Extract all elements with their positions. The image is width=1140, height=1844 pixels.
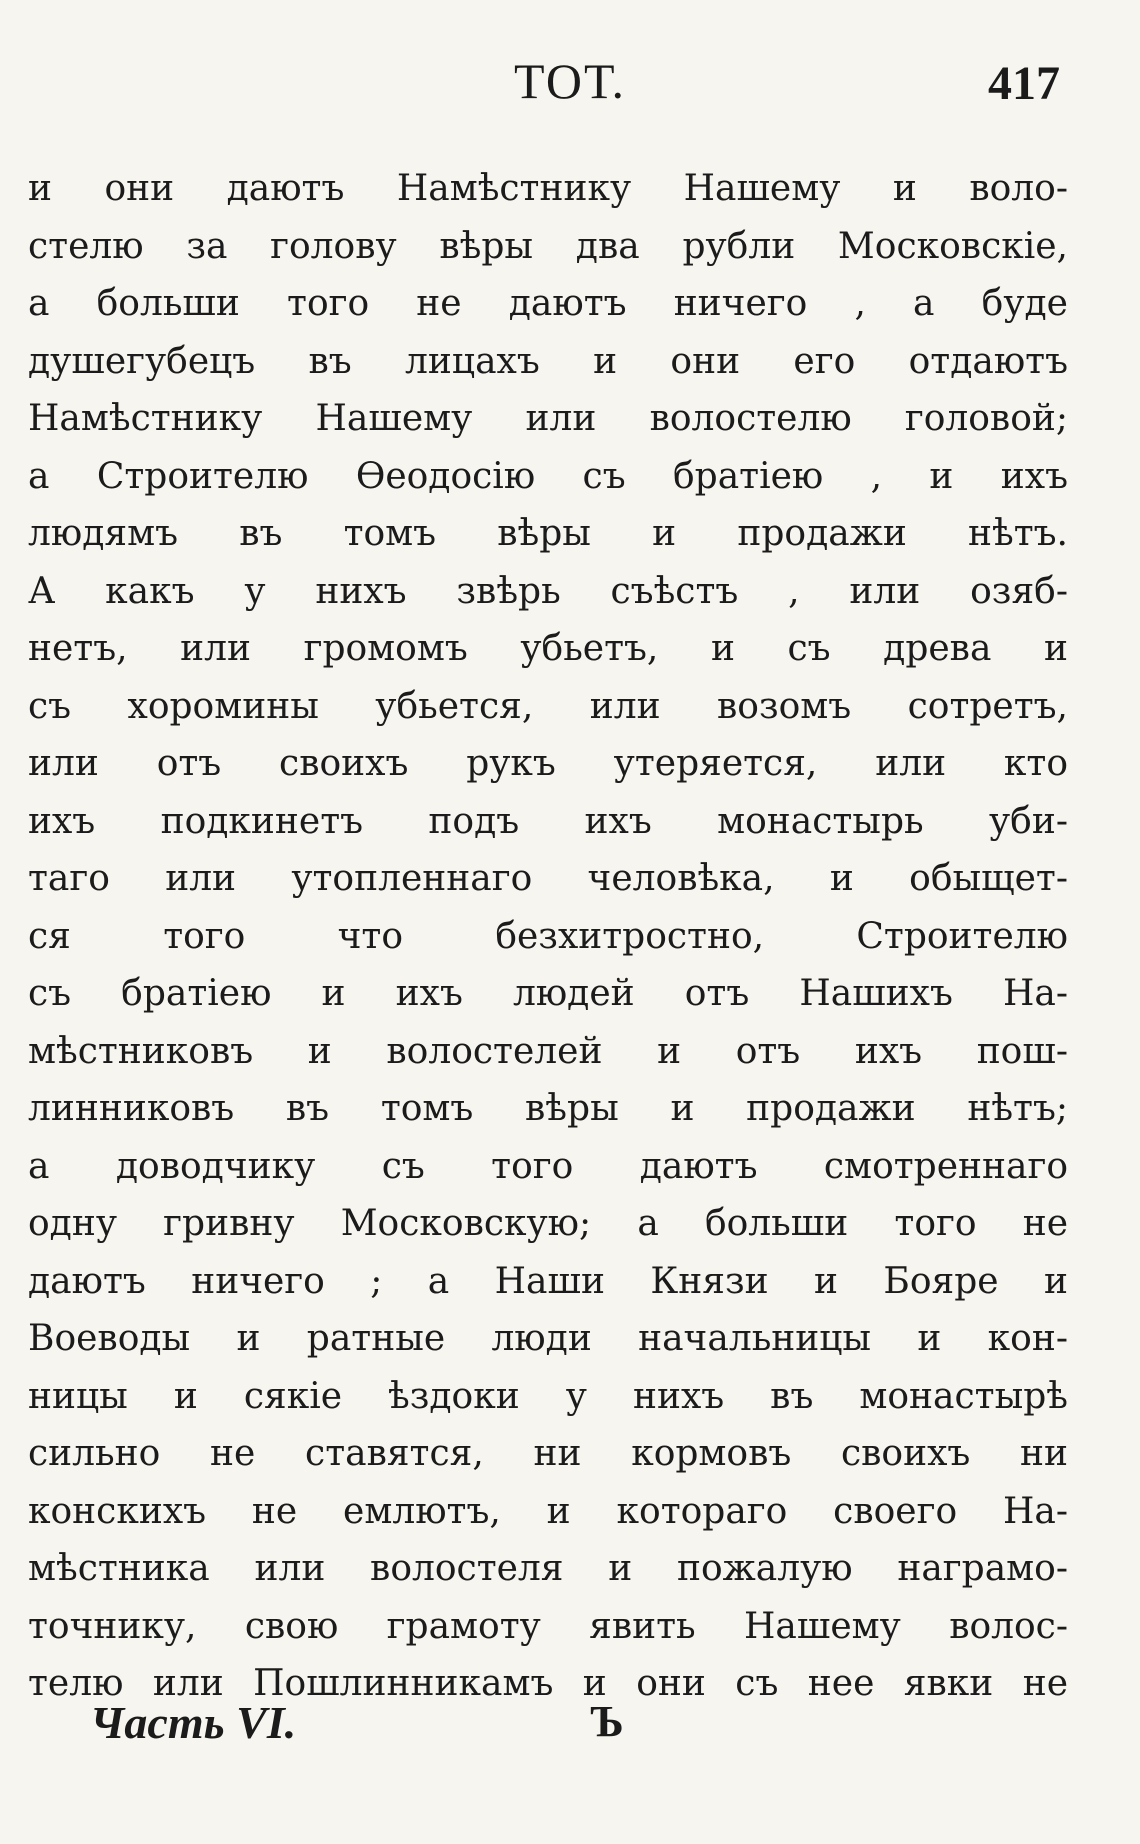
part-signature: Часть VI. xyxy=(90,1697,297,1748)
text-line: людямъ въ томъ вѣры и продажи нѣтъ. xyxy=(28,513,1068,554)
text-line: и они даютъ Намѣстнику Нашему и воло- xyxy=(28,168,1068,209)
text-line: а больши того не даютъ ничего , а буде xyxy=(28,283,1068,324)
text-line: даютъ ничего ; а Наши Князи и Бояре и xyxy=(28,1260,1068,1302)
text-line: а Строителю Өеодосію съ братіею , и ихъ xyxy=(28,455,1068,497)
text-line: сильно не ставятся, ни кормовъ своихъ ни xyxy=(28,1433,1068,1474)
text-line: нетъ, или громомъ убьетъ, и съ древа и xyxy=(28,628,1068,669)
running-title: ТОТ. xyxy=(513,53,627,109)
text-line: точнику, свою грамоту явить Нашему волос- xyxy=(28,1605,1068,1647)
text-line: стелю за голову вѣры два рубли Московскіе, xyxy=(28,225,1068,267)
text-line: Воеводы и ратные люди начальницы и кон- xyxy=(28,1318,1068,1359)
text-line: съ братіею и ихъ людей отъ Нашихъ На- xyxy=(28,973,1068,1014)
body-text xyxy=(28,160,1068,1713)
text-line: конскихъ не емлютъ, и котораго своего На- xyxy=(28,1490,1068,1532)
text-line: ихъ подкинетъ подъ ихъ монастырь уби- xyxy=(28,800,1068,842)
text-line: ницы и сякіе ѣздоки у нихъ въ монастырѣ xyxy=(28,1375,1068,1417)
text-line: мѣстниковъ и волостелей и отъ ихъ пош- xyxy=(28,1030,1068,1072)
text-line: или отъ своихъ рукъ утеряется, или кто xyxy=(28,743,1068,784)
text-line: линниковъ въ томъ вѣры и продажи нѣтъ; xyxy=(28,1088,1068,1129)
text-line: одну гривну Московскую; а больши того не xyxy=(28,1203,1068,1244)
running-head xyxy=(0,52,1140,122)
page-footer xyxy=(90,1696,1090,1766)
page-number: 417 xyxy=(988,57,1060,110)
text-line: ся того что безхитростно, Строителю xyxy=(28,915,1068,957)
text-line: съ хоромины убьется, или возомъ сотретъ, xyxy=(28,685,1068,727)
text-line: душегубецъ въ лицахъ и они его отдаютъ xyxy=(28,340,1068,382)
sheet-mark: Ъ xyxy=(590,1697,624,1746)
text-line: А какъ у нихъ звѣрь съѣстъ , или озяб- xyxy=(28,570,1068,612)
text-line: мѣстника или волостеля и пожалую награмо- xyxy=(28,1548,1068,1589)
text-line: телю или Пошлинникамъ и они съ нее явки не xyxy=(28,1663,1068,1704)
text-line: а доводчику съ того даютъ смотреннаго xyxy=(28,1145,1068,1187)
text-line: таго или утопленнаго человѣка, и обыщет- xyxy=(28,858,1068,899)
text-line: Намѣстнику Нашему или волостелю головой; xyxy=(28,398,1068,439)
